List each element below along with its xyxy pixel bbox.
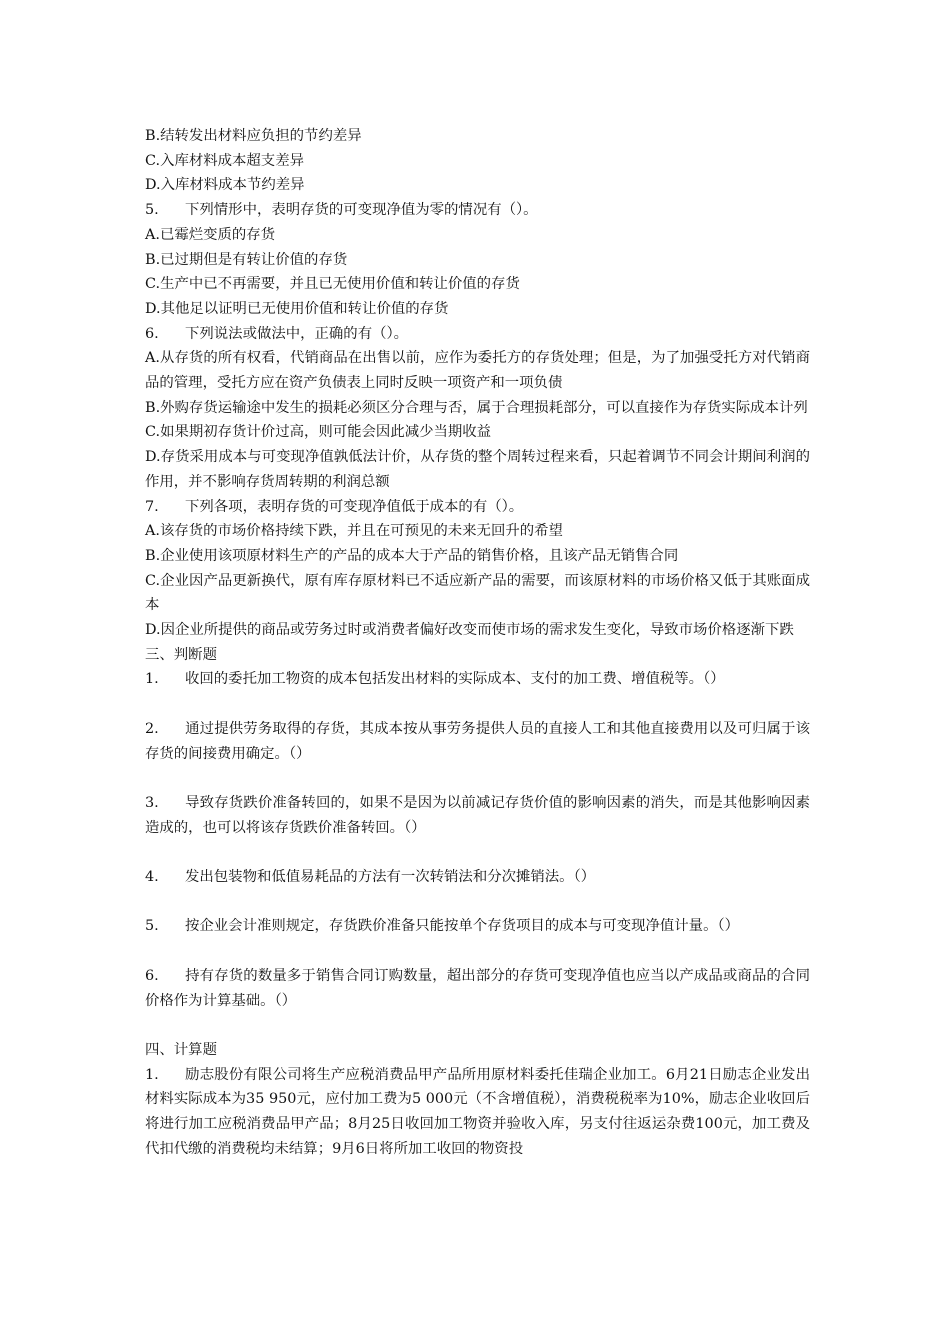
item-number: 4. xyxy=(145,869,159,886)
question-stem xyxy=(145,198,810,223)
judge-item xyxy=(145,791,810,840)
option-line: D.其他足以证明已无使用价值和转让价值的存货 xyxy=(145,300,449,317)
judge-item xyxy=(145,914,810,939)
blank-line xyxy=(145,692,810,717)
calc-item xyxy=(145,1063,810,1162)
section-heading: 四、计算题 xyxy=(145,1041,217,1058)
question-text: 下列各项，表明存货的可变现净值低于成本的有（）。 xyxy=(185,498,524,515)
option-line: B.外购存货运输途中发生的损耗必须区分合理与否，属于合理损耗部分，可以直接作为存货实际成本计列 xyxy=(145,399,808,416)
document-page xyxy=(145,124,810,1161)
option-line: C.入库材料成本超支差异 xyxy=(145,152,304,169)
option-line: B.已过期但是有转让价值的存货 xyxy=(145,251,348,268)
question-stem xyxy=(145,495,810,520)
blank-line xyxy=(145,766,810,791)
question-number: 7. xyxy=(145,498,159,515)
blank-line xyxy=(145,1013,810,1038)
question-number: 6. xyxy=(145,325,159,342)
blank-line xyxy=(145,840,810,865)
option-line: A.已霉烂变质的存货 xyxy=(145,226,276,243)
item-text: 导致存货跌价准备转回的，如果不是因为以前减记存货价值的影响因素的消失，而是其他影响因素造成的，也可以将该存货跌价准备转回。（） xyxy=(145,794,810,836)
section-heading: 三、判断题 xyxy=(145,646,217,663)
item-text: 通过提供劳务取得的存货，其成本按从事劳务提供人员的直接人工和其他直接费用以及可归属于该存货的间接费用确定。（） xyxy=(145,720,810,762)
judge-item xyxy=(145,964,810,1013)
option-line: B.企业使用该项原材料生产的产品的成本大于产品的销售价格，且该产品无销售合同 xyxy=(145,547,679,564)
item-text: 励志股份有限公司将生产应税消费品甲产品所用原材料委托佳瑞企业加工。6月21日励志企业发出材料实际成本为35 950元，应付加工费为5 000元（不含增值税），消费税税率为10%，励志企业收回后将进行加工应税消费品甲产品；8月25日收回加工物资并验收入库，另支付往返运杂费100元，加工费及代扣代缴的消费税均未结算；9月6日将所加工收回的物资投 xyxy=(145,1066,810,1157)
item-number: 6. xyxy=(145,967,159,984)
item-text: 按企业会计准则规定，存货跌价准备只能按单个存货项目的成本与可变现净值计量。（） xyxy=(185,918,740,935)
item-text: 收回的委托加工物资的成本包括发出材料的实际成本、支付的加工费、增值税等。（） xyxy=(185,671,725,688)
option-line: C.企业因产品更新换代，原有库存原材料已不适应新产品的需要，而该原材料的市场价格又低于其账面成本 xyxy=(145,572,810,614)
blank-line xyxy=(145,939,810,964)
judge-item xyxy=(145,865,810,890)
option-line: B.结转发出材料应负担的节约差异 xyxy=(145,128,362,144)
item-number: 2. xyxy=(145,720,159,737)
question-number: 5. xyxy=(145,202,159,219)
item-number: 1. xyxy=(145,671,159,688)
blank-line xyxy=(145,890,810,915)
item-number: 3. xyxy=(145,794,159,811)
question-text: 下列情形中，表明存货的可变现净值为零的情况有（）。 xyxy=(185,202,538,219)
judge-item xyxy=(145,667,810,692)
question-stem xyxy=(145,322,810,347)
option-line: A.从存货的所有权看，代销商品在出售以前，应作为委托方的存货处理；但是，为了加强受托方对代销商品的管理，受托方应在资产负债表上同时反映一项资产和一项负债 xyxy=(145,350,810,392)
item-number: 1. xyxy=(145,1066,159,1083)
option-line: A.该存货的市场价格持续下跌，并且在可预见的未来无回升的希望 xyxy=(145,523,563,540)
option-line: D.因企业所提供的商品或劳务过时或消费者偏好改变而使市场的需求发生变化，导致市场价格逐渐下跌 xyxy=(145,622,794,639)
option-line: C.如果期初存货计价过高，则可能会因此减少当期收益 xyxy=(145,424,492,441)
item-text: 发出包装物和低值易耗品的方法有一次转销法和分次摊销法。（） xyxy=(185,869,596,886)
item-text: 持有存货的数量多于销售合同订购数量，超出部分的存货可变现净值也应当以产成品或商品的合同价格作为计算基础。（） xyxy=(145,967,810,1009)
option-line: D.入库材料成本节约差异 xyxy=(145,177,305,194)
option-line: D.存货采用成本与可变现净值孰低法计价，从存货的整个周转过程来看，只起着调节不同会计期间利润的作用，并不影响存货周转期的利润总额 xyxy=(145,449,810,490)
judge-item xyxy=(145,717,810,766)
item-number: 5. xyxy=(145,918,159,935)
option-line: C.生产中已不再需要，并且已无使用价值和转让价值的存货 xyxy=(145,276,520,293)
question-text: 下列说法或做法中，正确的有（）。 xyxy=(185,325,409,342)
